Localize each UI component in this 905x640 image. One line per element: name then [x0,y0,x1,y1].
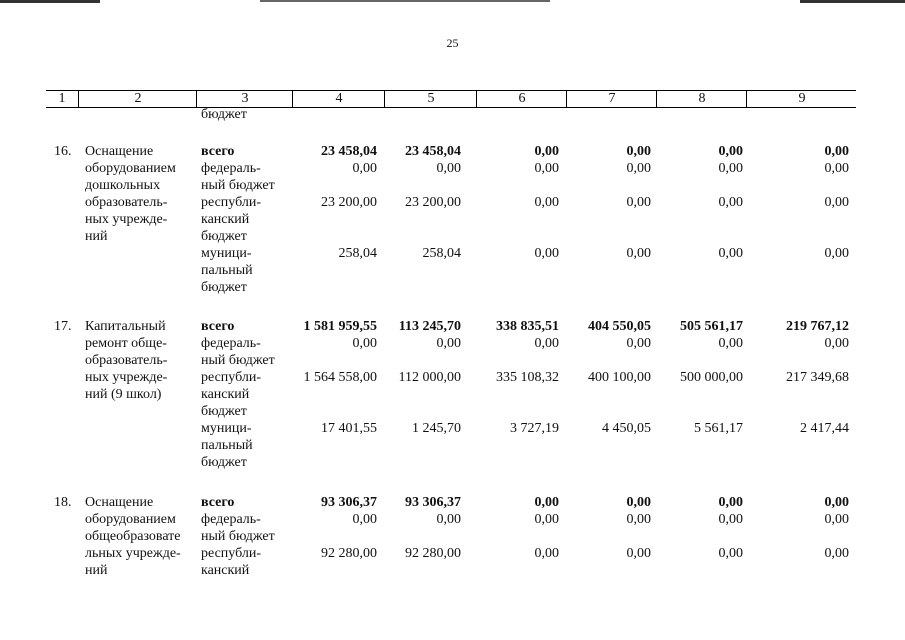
value-cell: 505 561,17 [680,319,743,334]
column-header-7: 7 [566,91,657,107]
value-cell: 0,00 [534,495,559,510]
value-cell: 0,00 [626,246,651,261]
column-header-row [46,90,856,108]
value-cell: 1 564 558,00 [303,370,377,385]
value-cell: 23 200,00 [321,195,377,210]
row-name-line: общеобразовате [85,529,181,544]
value-cell: 0,00 [824,336,849,351]
value-cell: 0,00 [626,195,651,210]
value-cell: 0,00 [436,336,461,351]
scan-edge-left [0,0,100,3]
value-cell: 0,00 [718,546,743,561]
value-cell: 0,00 [534,336,559,351]
row-name-line: ных учрежде- [85,212,168,227]
value-cell: 0,00 [534,161,559,176]
value-cell: 404 550,05 [588,319,651,334]
carryover-text: бюджет [201,107,247,122]
column-header-6: 6 [476,91,567,107]
value-cell: 5 561,17 [694,421,743,436]
value-cell: 0,00 [718,161,743,176]
value-cell: 258,04 [422,246,461,261]
funding-source-label: федераль- [201,336,261,351]
row-name-line: ремонт обще- [85,336,167,351]
value-cell: 0,00 [718,144,743,159]
row-name-line: ных учрежде- [85,370,168,385]
value-cell: 0,00 [718,195,743,210]
column-header-9: 9 [746,91,857,107]
value-cell: 0,00 [626,336,651,351]
row-name-line: образователь- [85,195,168,210]
value-cell: 4 450,05 [602,421,651,436]
funding-source-label: федераль- [201,512,261,527]
value-cell: 258,04 [338,246,377,261]
row-name-line: оборудованием [85,161,176,176]
row-name-line: Капитальный [85,319,166,334]
value-cell: 0,00 [824,144,849,159]
value-cell: 93 306,37 [321,495,377,510]
column-header-2: 2 [78,91,197,107]
value-cell: 0,00 [534,195,559,210]
funding-source-label: бюджет [201,404,247,419]
value-cell: 2 417,44 [800,421,849,436]
funding-source-label: ный бюджет [201,353,275,368]
row-name-line: ний (9 школ) [85,387,162,402]
funding-source-label: бюджет [201,280,247,295]
funding-source-label: республи- [201,195,261,210]
row-name-line: льных учрежде- [85,546,181,561]
funding-source-label: бюджет [201,229,247,244]
value-cell: 0,00 [352,161,377,176]
funding-source-label: всего [201,319,235,334]
value-cell: 219 767,12 [786,319,849,334]
column-header-1: 1 [58,91,66,106]
column-header-5: 5 [384,91,477,107]
value-cell: 0,00 [824,195,849,210]
page-number: 25 [446,36,459,50]
funding-source-label: ный бюджет [201,178,275,193]
value-cell: 23 200,00 [405,195,461,210]
column-header-8: 8 [656,91,747,107]
value-cell: 23 458,04 [321,144,377,159]
value-cell: 0,00 [534,546,559,561]
value-cell: 0,00 [534,144,559,159]
value-cell: 1 581 959,55 [303,319,377,334]
value-cell: 217 349,68 [786,370,849,385]
row-name-line: ний [85,563,108,578]
funding-source-label: республи- [201,370,261,385]
funding-source-label: всего [201,495,235,510]
value-cell: 113 245,70 [398,319,461,334]
value-cell: 338 835,51 [496,319,559,334]
value-cell: 0,00 [626,512,651,527]
row-name-line: Оснащение [85,495,154,510]
funding-source-label: муници- [201,421,252,436]
value-cell: 0,00 [718,336,743,351]
value-cell: 400 100,00 [588,370,651,385]
row-name-line: ний [85,229,108,244]
funding-source-label: федераль- [201,161,261,176]
row-number: 18. [54,495,72,510]
value-cell: 0,00 [534,246,559,261]
value-cell: 0,00 [352,336,377,351]
funding-source-label: муници- [201,246,252,261]
value-cell: 3 727,19 [510,421,559,436]
value-cell: 0,00 [824,546,849,561]
value-cell: 23 458,04 [405,144,461,159]
row-name-line: дошкольных [85,178,161,193]
row-number: 16. [54,144,72,159]
value-cell: 0,00 [352,512,377,527]
value-cell: 0,00 [718,512,743,527]
value-cell: 335 108,32 [496,370,559,385]
value-cell: 0,00 [626,144,651,159]
funding-source-label: республи- [201,546,261,561]
row-name-line: оборудованием [85,512,176,527]
funding-source-label: канский [201,563,250,578]
value-cell: 92 280,00 [321,546,377,561]
scan-edge-center [260,0,550,2]
funding-source-label: канский [201,212,250,227]
funding-source-label: пальный [201,263,253,278]
funding-source-label: всего [201,144,235,159]
value-cell: 92 280,00 [405,546,461,561]
row-number: 17. [54,319,72,334]
funding-source-label: ный бюджет [201,529,275,544]
value-cell: 0,00 [534,512,559,527]
value-cell: 0,00 [718,495,743,510]
funding-source-label: бюджет [201,455,247,470]
row-name-line: образователь- [85,353,168,368]
value-cell: 0,00 [626,546,651,561]
funding-source-label: пальный [201,438,253,453]
row-name-line: Оснащение [85,144,154,159]
value-cell: 1 245,70 [412,421,461,436]
value-cell: 93 306,37 [405,495,461,510]
value-cell: 0,00 [824,246,849,261]
value-cell: 500 000,00 [680,370,743,385]
scan-edge-right [800,0,905,3]
value-cell: 0,00 [436,161,461,176]
value-cell: 0,00 [718,246,743,261]
value-cell: 0,00 [436,512,461,527]
value-cell: 0,00 [626,495,651,510]
column-header-4: 4 [292,91,385,107]
funding-source-label: канский [201,387,250,402]
value-cell: 0,00 [626,161,651,176]
value-cell: 0,00 [824,512,849,527]
value-cell: 0,00 [824,495,849,510]
value-cell: 17 401,55 [321,421,377,436]
column-header-3: 3 [196,91,293,107]
value-cell: 0,00 [824,161,849,176]
value-cell: 112 000,00 [398,370,461,385]
